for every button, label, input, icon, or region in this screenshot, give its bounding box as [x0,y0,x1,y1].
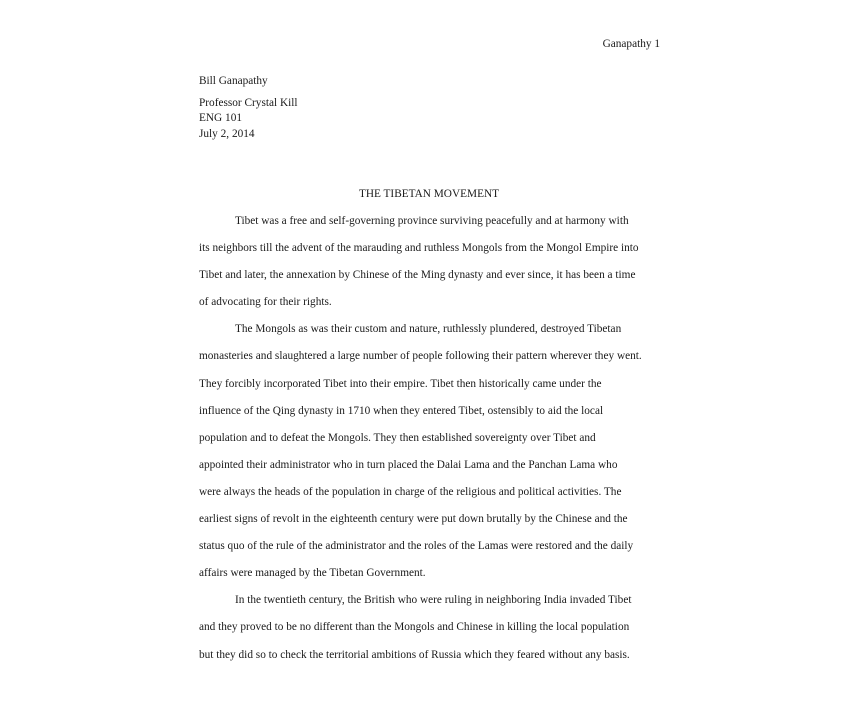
essay-title: THE TIBETAN MOVEMENT [358,188,500,200]
professor-name: Professor Crystal Kill [199,96,298,109]
student-name: Bill Ganapathy [199,75,268,87]
body-line: The Mongols as was their custom and nature, ruthlessly plundered, destroyed Tibetan [235,323,622,336]
body-line: Tibet and later, the annexation by Chinese of the Ming dynasty and ever since, it has been a time [199,269,636,282]
body-line: of advocating for their rights. [199,296,332,309]
date: July 2, 2014 [199,127,255,140]
body-line: affairs were managed by the Tibetan Government. [199,567,426,580]
body-line: In the twentieth century, the British who were ruling in neighboring India invaded Tibet [235,594,632,607]
body-line: and they proved to be no different than the Mongols and Chinese in killing the local population [199,621,630,634]
running-header: Ganapathy 1 [602,38,660,50]
course-name: ENG 101 [199,112,242,124]
essay-body [199,215,659,676]
body-line: influence of the Qing dynasty in 1710 when they entered Tibet, ostensibly to aid the local [199,404,604,417]
body-line: earliest signs of revolt in the eighteenth century were put down brutally by the Chinese and the [199,513,628,526]
body-line: appointed their administrator who in turn placed the Dalai Lama and the Panchan Lama who [199,458,618,471]
body-line: Tibet was a free and self-governing province surviving peacefully and at harmony with [235,215,629,227]
body-line: its neighbors till the advent of the marauding and ruthless Mongols from the Mongol Empire into [199,242,639,255]
mla-heading [199,74,298,142]
body-line: but they did so to check the territorial ambitions of Russia which they feared without any basis. [199,648,630,661]
body-line: They forcibly incorporated Tibet into their empire. Tibet then historically came under the [199,377,602,390]
body-line: were always the heads of the population in charge of the religious and political activities. The [199,485,622,498]
body-line: population and to defeat the Mongols. They then established sovereignty over Tibet and [199,431,596,444]
body-line: status quo of the rule of the administrator and the roles of the Lamas were restored and the daily [199,540,634,553]
body-line: monasteries and slaughtered a large number of people following their pattern wherever they went. [199,350,642,363]
